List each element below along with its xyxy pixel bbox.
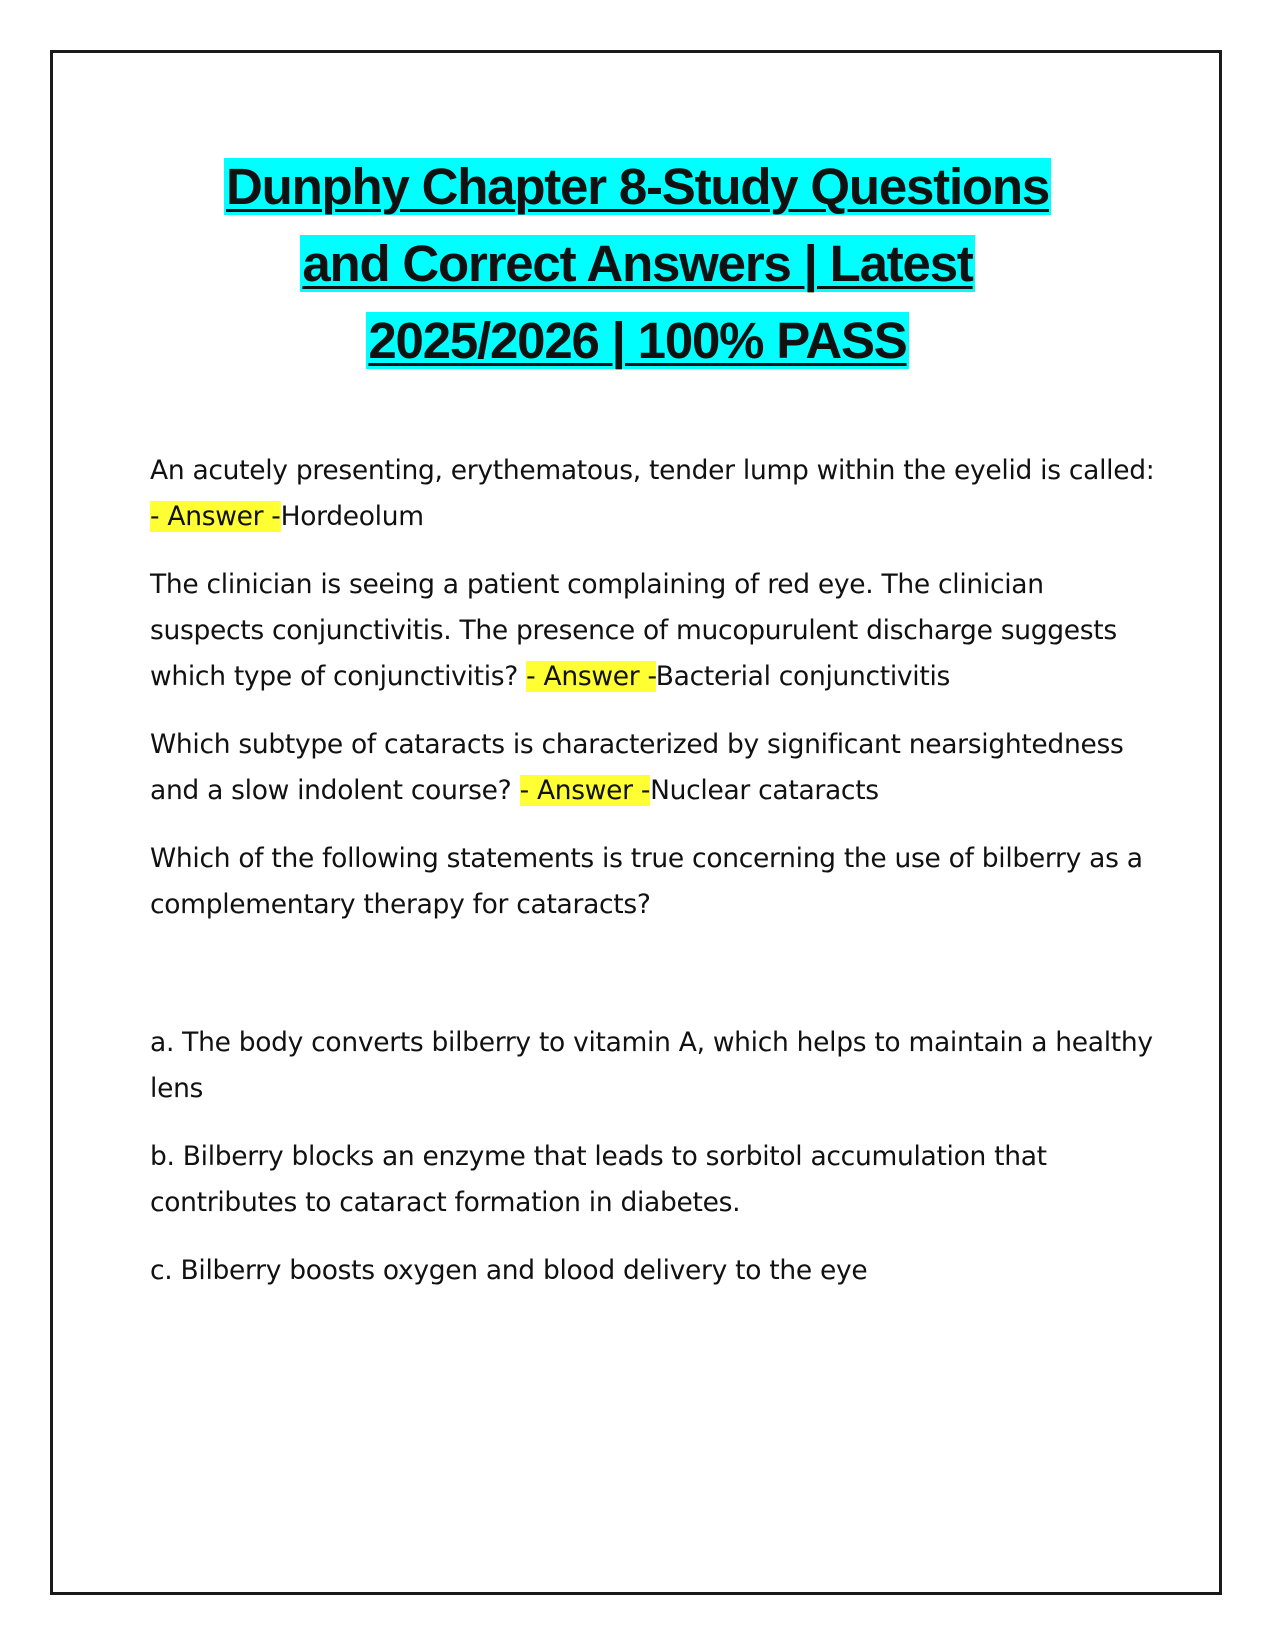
option-a: a. The body converts bilberry to vitamin A, which helps to maintain a healthy lens — [150, 1027, 1153, 1104]
answer-text: Bacterial conjunctivitis — [655, 661, 951, 692]
document-body — [150, 448, 1160, 1316]
answer-tag: - Answer - — [150, 501, 281, 532]
qa-item-1 — [150, 448, 1160, 540]
qa-item-3 — [150, 722, 1160, 814]
option-b: b. Bilberry blocks an enzyme that leads to sorbitol accumulation that contributes to cataract formation in diabetes. — [150, 1141, 1047, 1218]
answer-text: Hordeolum — [280, 501, 424, 532]
question-text: Which subtype of cataracts is characterized by significant nearsightedness and a slow indolent course? — [150, 729, 1124, 806]
answer-tag: - Answer - — [526, 661, 656, 692]
question-text: An acutely presenting, erythematous, tender lump within the eyelid is called: — [150, 455, 1155, 486]
question-4: Which of the following statements is true concerning the use of bilberry as a complementary therapy for cataracts? — [150, 843, 1143, 920]
qa-item-2 — [150, 562, 1160, 700]
answer-tag: - Answer - — [519, 775, 651, 806]
spacer — [150, 950, 1160, 1020]
title-line-3: 2025/2026 | 100% PASS — [368, 312, 907, 369]
answer-text: Nuclear cataracts — [650, 775, 879, 806]
title-line-1: Dunphy Chapter 8-Study Questions — [226, 158, 1049, 215]
document-title — [100, 148, 1175, 379]
option-c: c. Bilberry boosts oxygen and blood delivery to the eye — [150, 1255, 868, 1286]
question-text: The clinician is seeing a patient complaining of red eye. The clinician suspects conjunctivitis. The presence of mucopurulent discharge suggests which type of conjunctivitis? — [150, 569, 1117, 692]
title-line-2: and Correct Answers | Latest — [302, 235, 973, 292]
